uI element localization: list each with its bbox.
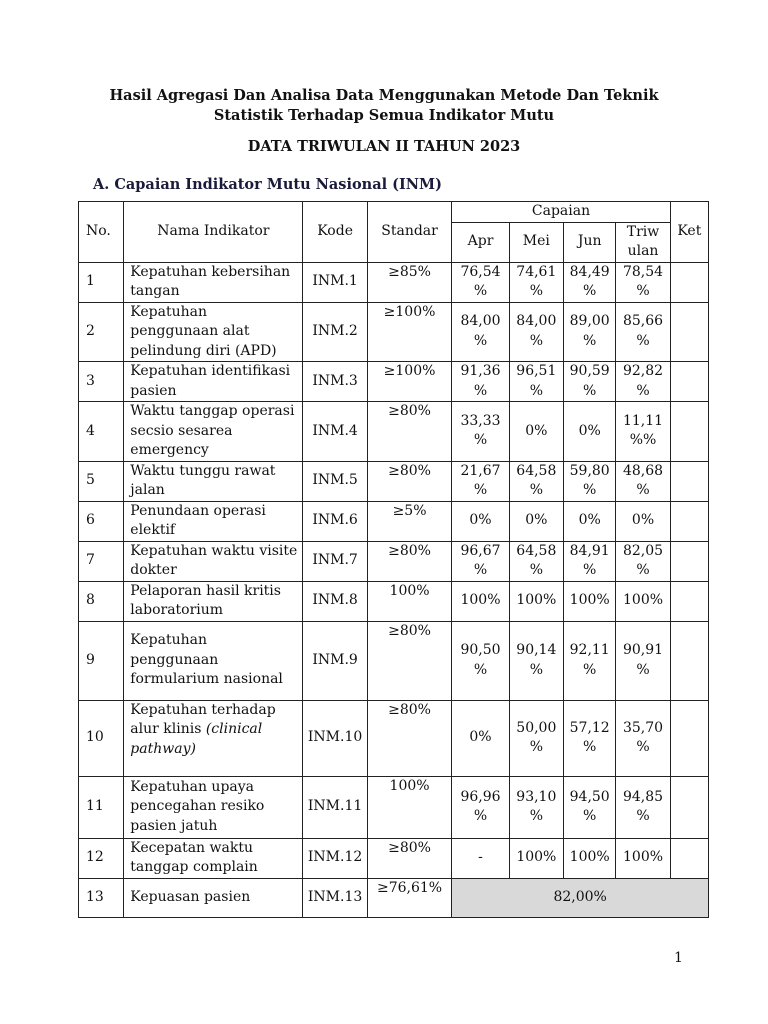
col-header-achievement: Capaian <box>452 202 670 223</box>
col-header-mei: Mei <box>509 222 563 262</box>
table-row: 5 Waktu tunggu rawat jalan INM.5 ≥80% 21,67 % 64,58 % 59,80 % 48,68 % <box>79 461 709 501</box>
table-row: 2 Kepatuhan penggunaan alat pelindung diri (APD) INM.2 ≥100% 84,00 % 84,00 % 89,00 % 85,66 % <box>79 302 709 362</box>
table-row: 8 Pelaporan hasil kritis laboratorium INM.8 100% 100% 100% 100% 100% <box>79 581 709 621</box>
col-header-name: Nama Indikator <box>124 202 303 263</box>
table-row: 11 Kepatuhan upaya pencegahan resiko pasien jatuh INM.11 100% 96,96 % 93,10 % 94,50 % 94,85 % <box>79 776 709 838</box>
header-row-1 <box>79 202 709 223</box>
note-cell <box>670 362 708 402</box>
note-cell <box>670 700 708 776</box>
table-row: 1 Kepatuhan kebersihan tangan INM.1 ≥85% 76,54 % 74,61 % 84,49 % 78,54 % <box>79 262 709 302</box>
page-number: 1 <box>674 950 683 966</box>
table-row: 4 Waktu tanggap operasi secsio sesarea emergency INM.4 ≥80% 33,33 % 0% 0% 11,11 %% <box>79 402 709 462</box>
table-row: 13 Kepuasan pasien INM.13 ≥76,61% 82,00% <box>79 878 709 917</box>
table-row: 7 Kepatuhan waktu visite dokter INM.7 ≥80% 96,67 % 64,58 % 84,91 % 82,05 % <box>79 541 709 581</box>
col-header-note: Ket <box>670 202 708 263</box>
note-cell <box>670 501 708 541</box>
document-title-line-1: Hasil Agregasi Dan Analisa Data Menggunakan Metode Dan Teknik <box>109 87 659 104</box>
col-header-apr: Apr <box>452 222 509 262</box>
table-row: 10 Kepatuhan terhadap alur klinis (clinical pathway) INM.10 ≥80% 0% 50,00 % 57,12 % 35,70 % <box>79 700 709 776</box>
note-cell <box>670 262 708 302</box>
combined-value-cell: 82,00% <box>452 878 709 917</box>
table-row: 12 Kecepatan waktu tanggap complain INM.12 ≥80% - 100% 100% 100% <box>79 838 709 878</box>
table-row: 9 Kepatuhan penggunaan formularium nasional INM.9 ≥80% 90,50 % 90,14 % 92,11 % 90,91 % <box>79 621 709 700</box>
col-header-standard: Standar <box>367 202 452 263</box>
note-cell <box>670 776 708 838</box>
note-cell <box>670 402 708 462</box>
note-cell <box>670 581 708 621</box>
note-cell <box>670 541 708 581</box>
inm-table <box>78 201 709 918</box>
col-header-jun: Jun <box>564 222 616 262</box>
document-title-line-2: Statistik Terhadap Semua Indikator Mutu <box>213 107 555 124</box>
table-row: 3 Kepatuhan identifikasi pasien INM.3 ≥100% 91,36 % 96,51 % 90,59 % 92,82 % <box>79 362 709 402</box>
col-header-no: No. <box>79 202 124 263</box>
note-cell <box>670 461 708 501</box>
col-header-code: Kode <box>303 202 367 263</box>
table-row: 6 Penundaan operasi elektif INM.6 ≥5% 0% 0% 0% 0% <box>79 501 709 541</box>
section-title: A. Capaian Indikator Mutu Nasional (INM) <box>93 176 442 193</box>
col-header-triwulan: Triw ulan <box>616 222 670 262</box>
note-cell <box>670 302 708 362</box>
period-heading: DATA TRIWULAN II TAHUN 2023 <box>247 138 521 155</box>
note-cell <box>670 621 708 700</box>
note-cell <box>670 838 708 878</box>
